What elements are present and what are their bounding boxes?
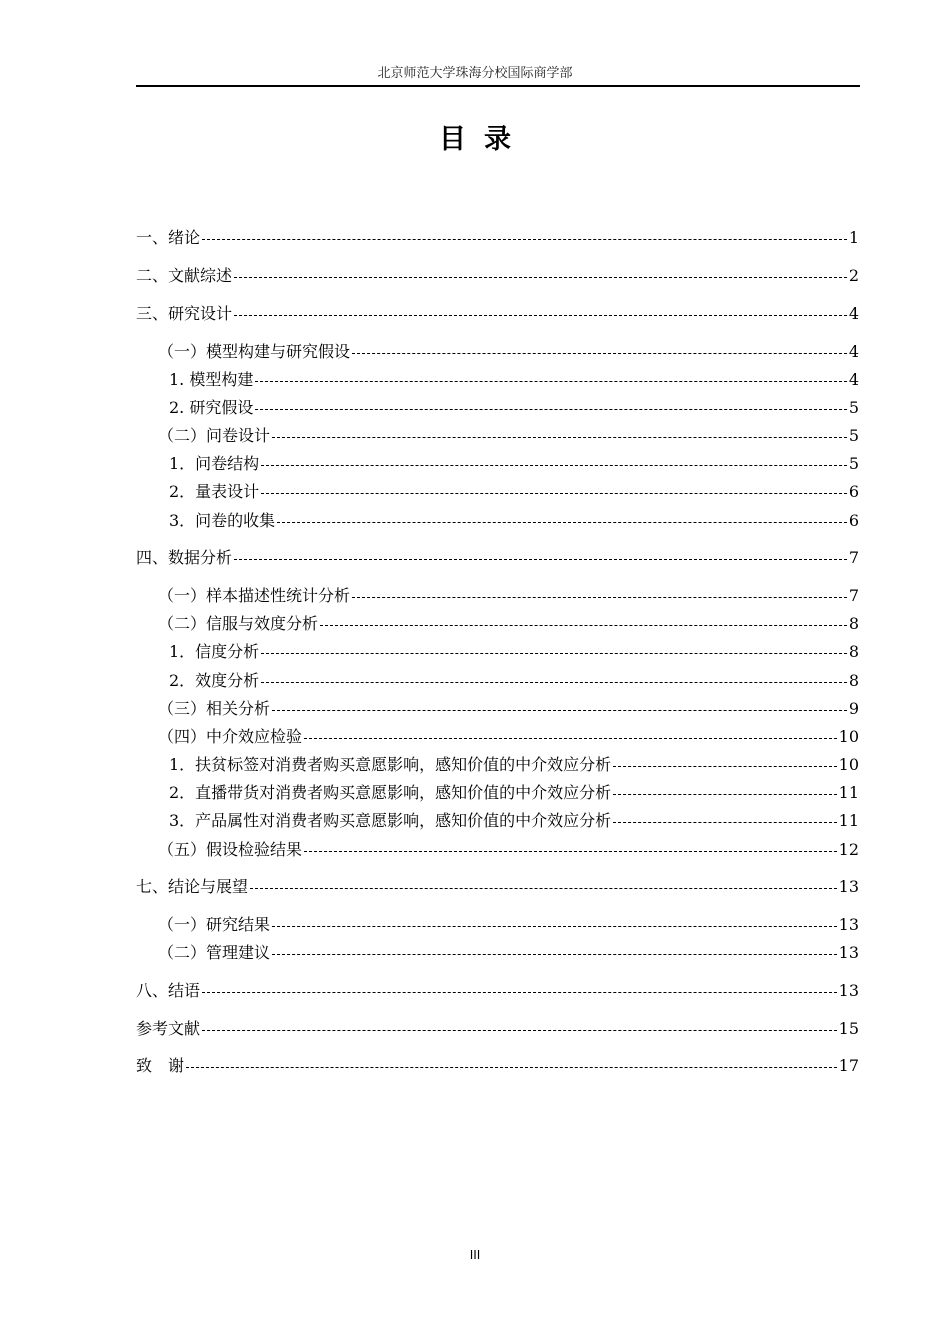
- toc-entry-page: 5: [848, 398, 859, 417]
- toc-entry-page: 7: [848, 548, 859, 567]
- toc-entry-label: 2．效度分析: [169, 671, 260, 690]
- toc-entry-label: 1. 模型构建: [169, 370, 254, 389]
- toc-entry[interactable]: [136, 510, 859, 532]
- toc-entry-page: 5: [848, 426, 859, 445]
- toc-entry-label: 三、研究设计: [136, 304, 233, 323]
- toc-entry-label: 3．问卷的收集: [169, 511, 276, 530]
- toc-entry-page: 7: [848, 586, 859, 605]
- toc-entry-page: 12: [838, 840, 859, 859]
- toc-entry-label: （二）信服与效度分析: [158, 614, 319, 633]
- toc-entry-page: 10: [838, 755, 859, 774]
- toc-entry[interactable]: [136, 754, 859, 776]
- toc-entry-page: 4: [848, 342, 859, 361]
- toc-entry-label: 3．产品属性对消费者购买意愿影响，感知价值的中介效应分析: [169, 811, 612, 830]
- toc-leader-dashes: [352, 597, 847, 598]
- toc-entry[interactable]: [136, 980, 859, 1002]
- table-of-contents: [136, 0, 859, 1344]
- toc-entry[interactable]: [136, 613, 859, 635]
- toc-entry[interactable]: [136, 914, 859, 936]
- toc-entry[interactable]: [136, 1018, 859, 1040]
- toc-entry[interactable]: [136, 453, 859, 475]
- toc-entry[interactable]: [136, 369, 859, 391]
- toc-entry-page: 11: [838, 811, 859, 830]
- toc-entry-page: 1: [848, 228, 859, 247]
- toc-entry-label: 四、数据分析: [136, 548, 233, 567]
- toc-leader-dashes: [234, 277, 847, 278]
- toc-entry-page: 6: [848, 511, 859, 530]
- toc-entry[interactable]: [136, 397, 859, 419]
- toc-entry-page: 11: [838, 783, 859, 802]
- toc-entry-page: 15: [838, 1019, 859, 1038]
- toc-leader-dashes: [255, 409, 846, 410]
- toc-entry[interactable]: [136, 942, 859, 964]
- toc-entry[interactable]: [136, 1055, 859, 1077]
- toc-entry-page: 2: [848, 266, 859, 285]
- toc-leader-dashes: [613, 766, 836, 767]
- toc-leader-dashes: [202, 992, 837, 993]
- toc-leader-dashes: [234, 315, 847, 316]
- toc-entry[interactable]: [136, 265, 859, 287]
- toc-leader-dashes: [261, 653, 847, 654]
- toc-entry-label: 二、文献综述: [136, 266, 233, 285]
- toc-entry[interactable]: [136, 782, 859, 804]
- toc-entry-page: 10: [838, 727, 859, 746]
- toc-leader-dashes: [352, 353, 847, 354]
- toc-leader-dashes: [272, 437, 847, 438]
- toc-entry-label: （一）样本描述性统计分析: [158, 586, 351, 605]
- toc-entry-label: （二）管理建议: [158, 943, 271, 962]
- toc-leader-dashes: [250, 888, 837, 889]
- toc-entry-label: 1．信度分析: [169, 642, 260, 661]
- toc-entry-label: 2．直播带货对消费者购买意愿影响，感知价值的中介效应分析: [169, 783, 612, 802]
- toc-leader-dashes: [272, 926, 837, 927]
- toc-leader-dashes: [272, 954, 837, 955]
- toc-entry-page: 13: [838, 877, 859, 896]
- toc-leader-dashes: [261, 493, 847, 494]
- toc-entry-label: 2. 研究假设: [169, 398, 254, 417]
- toc-entry-page: 9: [848, 699, 859, 718]
- toc-entry[interactable]: [136, 303, 859, 325]
- toc-leader-dashes: [304, 851, 837, 852]
- toc-entry-label: 1．扶贫标签对消费者购买意愿影响，感知价值的中介效应分析: [169, 755, 612, 774]
- toc-entry-label: 参考文献: [136, 1019, 201, 1038]
- toc-entry[interactable]: [136, 876, 859, 898]
- toc-leader-dashes: [272, 710, 847, 711]
- toc-leader-dashes: [255, 381, 846, 382]
- toc-entry-label: 七、结论与展望: [136, 877, 249, 896]
- toc-entry-page: 8: [848, 671, 859, 690]
- toc-entry-page: 8: [848, 642, 859, 661]
- page-number: III: [469, 1248, 481, 1262]
- toc-entry-page: 4: [848, 370, 859, 389]
- toc-entry[interactable]: [136, 726, 859, 748]
- toc-title: 目录: [439, 124, 529, 155]
- toc-leader-dashes: [202, 1030, 837, 1031]
- toc-entry-page: 4: [848, 304, 859, 323]
- toc-leader-dashes: [613, 794, 836, 795]
- toc-leader-dashes: [234, 559, 847, 560]
- toc-entry-page: 6: [848, 482, 859, 501]
- toc-leader-dashes: [304, 738, 837, 739]
- toc-entry[interactable]: [136, 810, 859, 832]
- toc-entry-label: 1．问卷结构: [169, 454, 260, 473]
- toc-leader-dashes: [186, 1067, 837, 1068]
- toc-leader-dashes: [277, 522, 847, 523]
- toc-entry-label: （一）研究结果: [158, 915, 271, 934]
- toc-entry-page: 13: [838, 943, 859, 962]
- toc-entry-page: 13: [838, 981, 859, 1000]
- toc-entry[interactable]: [136, 839, 859, 861]
- toc-entry[interactable]: [136, 481, 859, 503]
- toc-entry-page: 13: [838, 915, 859, 934]
- toc-entry-label: 致 谢: [136, 1056, 185, 1075]
- toc-entry-page: 5: [848, 454, 859, 473]
- toc-entry-label: （二）问卷设计: [158, 426, 271, 445]
- toc-entry-label: （三）相关分析: [158, 699, 271, 718]
- toc-entry-label: 八、结语: [136, 981, 201, 1000]
- toc-entry[interactable]: [136, 698, 859, 720]
- toc-entry[interactable]: [136, 670, 859, 692]
- toc-entry[interactable]: [136, 227, 859, 249]
- toc-entry[interactable]: [136, 547, 859, 569]
- toc-entry[interactable]: [136, 585, 859, 607]
- toc-entry-page: 17: [838, 1056, 859, 1075]
- toc-entry-label: （一）模型构建与研究假设: [158, 342, 351, 361]
- toc-leader-dashes: [320, 625, 847, 626]
- toc-entry-label: 一、绪论: [136, 228, 201, 247]
- running-header: 北京师范大学珠海分校国际商学部: [377, 66, 573, 81]
- toc-entry-page: 8: [848, 614, 859, 633]
- toc-entry-label: （四）中介效应检验: [158, 727, 303, 746]
- toc-leader-dashes: [261, 465, 847, 466]
- toc-entry[interactable]: [136, 341, 859, 363]
- toc-entry-label: （五）假设检验结果: [158, 840, 303, 859]
- toc-entry[interactable]: [136, 641, 859, 663]
- toc-entry-label: 2．量表设计: [169, 482, 260, 501]
- toc-leader-dashes: [261, 682, 847, 683]
- toc-leader-dashes: [613, 822, 836, 823]
- toc-entry[interactable]: [136, 425, 859, 447]
- toc-leader-dashes: [202, 239, 847, 240]
